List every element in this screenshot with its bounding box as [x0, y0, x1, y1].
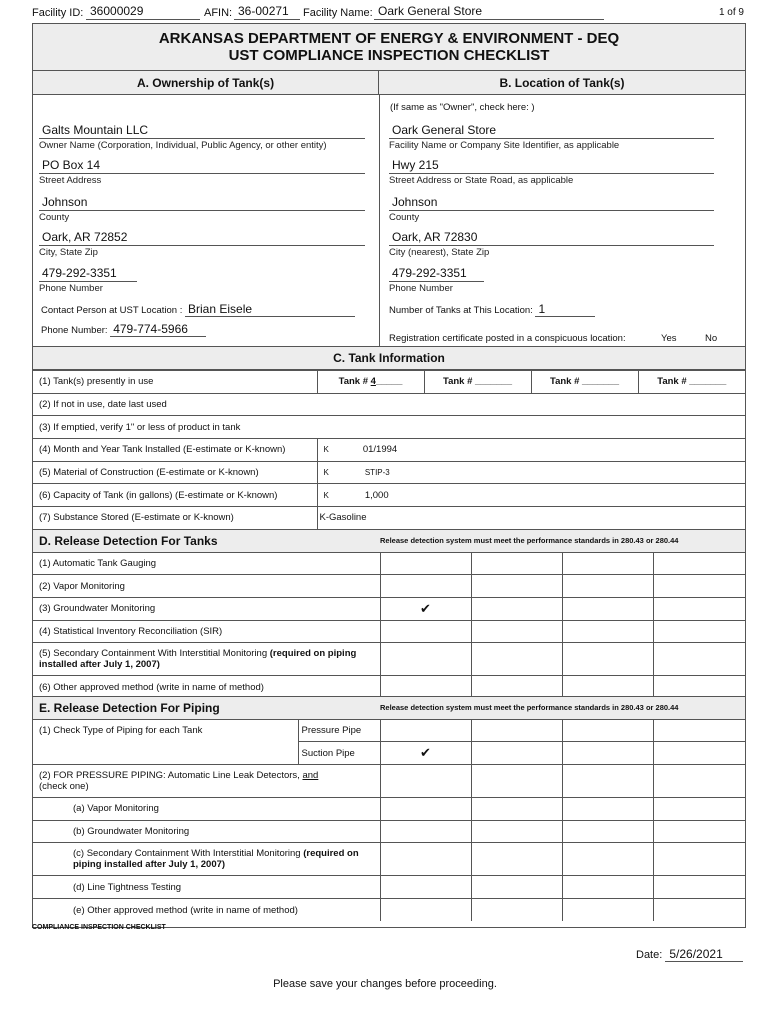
check-cell[interactable] — [562, 843, 653, 876]
row-label: (2) FOR PRESSURE PIPING: Automatic Line Leak Detectors, and (check one) — [33, 765, 380, 798]
section-c-header: C. Tank Information — [33, 346, 745, 370]
location-city-caption: City (nearest), State Zip — [389, 247, 490, 258]
check-mark-icon[interactable]: ✔ — [380, 598, 471, 621]
check-cell[interactable] — [380, 620, 471, 643]
contact-person-field[interactable]: Brian Eisele — [185, 302, 355, 317]
row-label: (7) Substance Stored (E-estimate or K-known) — [33, 507, 317, 530]
check-cell[interactable] — [653, 742, 745, 765]
owner-name-group — [39, 121, 365, 151]
section-divider — [379, 95, 380, 346]
row-label: (6) Capacity of Tank (in gallons) (E-estimate or K-known) — [33, 484, 317, 507]
location-name-caption: Facility Name or Company Site Identifier, as applicable — [389, 140, 620, 151]
date-field[interactable]: 5/26/2021 — [665, 947, 743, 962]
location-name-group — [389, 121, 714, 151]
check-cell[interactable] — [380, 575, 471, 598]
check-cell[interactable] — [471, 820, 562, 843]
section-e-title: E. Release Detection For Piping — [33, 697, 380, 720]
check-cell[interactable] — [653, 876, 745, 899]
check-cell[interactable] — [471, 643, 562, 676]
row-label: (a) Vapor Monitoring — [33, 798, 380, 821]
check-cell[interactable] — [562, 820, 653, 843]
section-e-note: Release detection system must meet the performance standards in 280.43 or 280.44 — [380, 697, 745, 720]
table-row — [33, 439, 745, 462]
check-cell[interactable] — [562, 552, 653, 575]
table-row — [33, 598, 745, 621]
table-row — [33, 484, 745, 507]
location-city-field[interactable]: Oark, AR 72830 — [389, 228, 714, 246]
table-row — [33, 765, 745, 798]
check-cell[interactable] — [471, 719, 562, 742]
table-row — [33, 620, 745, 643]
check-cell[interactable] — [380, 899, 471, 922]
row-label: (5) Material of Construction (E-estimate or K-known) — [33, 461, 317, 484]
check-cell[interactable] — [471, 598, 562, 621]
table-row — [33, 843, 745, 876]
row-label: (c) Secondary Containment With Interstitial Monitoring (required on piping installed after July 1, 2007) — [33, 843, 380, 876]
facility-id-field[interactable]: 36000029 — [86, 4, 200, 20]
row-label: (5) Secondary Containment With Interstitial Monitoring (required on piping installed after July 1, 2007) — [33, 643, 380, 676]
table-row — [33, 643, 745, 676]
substance-cell[interactable]: K-Gasoline — [317, 507, 745, 530]
owner-city-caption: City, State Zip — [39, 247, 98, 258]
check-cell[interactable] — [653, 843, 745, 876]
contact-person-row — [41, 302, 355, 317]
check-cell[interactable] — [562, 643, 653, 676]
tank-2-header[interactable]: Tank # _______ — [424, 371, 531, 394]
owner-street-field[interactable]: PO Box 14 — [39, 156, 365, 174]
table-row — [33, 876, 745, 899]
check-cell[interactable] — [471, 899, 562, 922]
cert-posted-label: Registration certificate posted in a conspicuous location: — [389, 333, 626, 344]
contact-person-label: Contact Person at UST Location : — [41, 305, 183, 316]
table-row — [33, 899, 745, 922]
contact-phone-field[interactable]: 479-774-5966 — [110, 322, 206, 337]
section-e-header — [33, 697, 745, 720]
table-row — [33, 416, 745, 439]
check-cell[interactable] — [562, 899, 653, 922]
row-label: (4) Statistical Inventory Reconciliation (SIR) — [33, 620, 380, 643]
facility-name-label: Facility Name: — [303, 7, 373, 19]
material-cell[interactable]: K STIP-3 — [317, 461, 745, 484]
contact-phone-row — [41, 322, 206, 337]
tank-4-header[interactable]: Tank # _______ — [638, 371, 745, 394]
row-label: (3) Groundwater Monitoring — [33, 598, 380, 621]
check-cell[interactable] — [653, 575, 745, 598]
num-tanks-field[interactable]: 1 — [535, 302, 595, 317]
row-label: (1) Automatic Tank Gauging — [33, 552, 380, 575]
row-label: (b) Groundwater Monitoring — [33, 820, 380, 843]
location-county-group — [389, 193, 714, 223]
owner-name-caption: Owner Name (Corporation, Individual, Public Agency, or other entity) — [39, 140, 327, 151]
owner-phone-group — [39, 264, 137, 294]
table-row — [33, 371, 745, 394]
row-label: (1) Tank(s) presently in use — [33, 371, 317, 394]
save-message: Please save your changes before proceeding. — [273, 978, 497, 990]
location-street-group — [389, 156, 714, 186]
section-a-header: A. Ownership of Tank(s) — [33, 71, 379, 95]
location-county-caption: County — [389, 212, 420, 223]
form-title-line2: UST COMPLIANCE INSPECTION CHECKLIST — [228, 47, 550, 64]
form-header-bar — [32, 4, 744, 20]
location-name-field[interactable]: Oark General Store — [389, 121, 714, 139]
check-cell[interactable] — [471, 742, 562, 765]
row-label: (6) Other approved method (write in name of method) — [33, 676, 380, 699]
owner-county-caption: County — [39, 212, 70, 223]
installed-value: 01/1994 — [362, 444, 398, 456]
owner-street-caption: Street Address — [39, 175, 102, 186]
check-cell[interactable] — [562, 742, 653, 765]
row-label: (3) If emptied, verify 1" or less of product in tank — [33, 416, 745, 439]
table-row — [33, 575, 745, 598]
tank-1-number[interactable]: 4 — [370, 376, 376, 388]
check-cell[interactable] — [471, 843, 562, 876]
check-cell[interactable] — [380, 643, 471, 676]
table-row — [33, 820, 745, 843]
check-cell[interactable] — [562, 765, 653, 798]
check-cell[interactable] — [653, 765, 745, 798]
check-cell[interactable] — [380, 843, 471, 876]
num-tanks-label: Number of Tanks at This Location: — [389, 305, 533, 316]
row-label: (d) Line Tightness Testing — [33, 876, 380, 899]
owner-street-group — [39, 156, 365, 186]
check-cell[interactable] — [562, 876, 653, 899]
check-mark-icon[interactable]: ✔ — [380, 742, 471, 765]
section-d-title: D. Release Detection For Tanks — [33, 530, 380, 553]
tank-1-header: Tank # 4_____ — [317, 371, 424, 394]
checklist-form — [32, 23, 746, 928]
form-title-line1: ARKANSAS DEPARTMENT OF ENERGY & ENVIRONMENT - DEQ — [158, 30, 620, 47]
check-cell[interactable] — [653, 899, 745, 922]
check-cell[interactable] — [653, 598, 745, 621]
row-label: (e) Other approved method (write in name of method) — [33, 899, 380, 922]
check-cell[interactable] — [471, 765, 562, 798]
check-cell[interactable] — [471, 876, 562, 899]
check-cell[interactable] — [653, 719, 745, 742]
tank-3-header[interactable]: Tank # _______ — [531, 371, 638, 394]
table-row — [33, 461, 745, 484]
check-cell[interactable] — [380, 719, 471, 742]
cert-no-option[interactable]: No — [705, 333, 718, 344]
check-cell[interactable] — [471, 798, 562, 821]
check-cell[interactable] — [562, 620, 653, 643]
owner-county-group — [39, 193, 365, 223]
check-cell[interactable] — [471, 575, 562, 598]
form-title — [33, 24, 745, 71]
cert-yes-option[interactable]: Yes — [661, 333, 677, 344]
cert-posted-row — [389, 333, 745, 344]
material-value: STIP-3 — [364, 468, 390, 478]
facility-id-label: Facility ID: — [32, 7, 84, 19]
row-label: (1) Check Type of Piping for each Tank — [33, 719, 298, 764]
check-cell[interactable] — [653, 820, 745, 843]
table-row — [33, 393, 745, 416]
afin-label: AFIN: — [204, 7, 233, 19]
check-cell[interactable] — [471, 620, 562, 643]
owner-phone-caption: Phone Number — [39, 283, 103, 294]
owner-city-field[interactable]: Oark, AR 72852 — [39, 228, 365, 246]
contact-phone-label: Phone Number: — [41, 325, 108, 336]
check-cell[interactable] — [380, 798, 471, 821]
check-cell[interactable] — [471, 552, 562, 575]
location-phone-group — [389, 264, 484, 294]
capacity-cell[interactable]: K 1,000 — [317, 484, 745, 507]
same-as-owner-note[interactable]: (If same as "Owner", check here: ) — [390, 102, 535, 113]
owner-phone-field[interactable]: 479-292-3351 — [39, 264, 137, 282]
afin-field[interactable]: 36-00271 — [234, 4, 300, 20]
table-row — [33, 798, 745, 821]
owner-name-field[interactable]: Galts Mountain LLC — [39, 121, 365, 139]
page-indicator: 1 of 9 — [718, 7, 744, 18]
row-label: (2) Vapor Monitoring — [33, 575, 380, 598]
table-row — [33, 507, 745, 530]
footer-footnote: COMPLIANCE INSPECTION CHECKLIST — [32, 924, 166, 931]
check-cell[interactable] — [653, 798, 745, 821]
tank-info-table — [33, 370, 745, 530]
location-city-group — [389, 228, 714, 258]
location-street-caption: Street Address or State Road, as applicable — [389, 175, 574, 186]
tank-release-detection-table — [33, 529, 745, 699]
location-county-field[interactable]: Johnson — [389, 193, 714, 211]
date-label: Date: — [636, 949, 663, 961]
num-tanks-row — [389, 302, 595, 317]
check-cell[interactable] — [562, 719, 653, 742]
section-b-header: B. Location of Tank(s) — [379, 71, 745, 95]
capacity-value: 1,000 — [364, 489, 389, 501]
suction-pipe-label: Suction Pipe — [298, 742, 380, 765]
check-cell[interactable] — [653, 643, 745, 676]
location-phone-field[interactable]: 479-292-3351 — [389, 264, 484, 282]
check-cell[interactable] — [562, 798, 653, 821]
row-label: (4) Month and Year Tank Installed (E-estimate or K-known) — [33, 439, 317, 462]
location-street-field[interactable]: Hwy 215 — [389, 156, 714, 174]
check-cell[interactable] — [562, 575, 653, 598]
check-cell[interactable] — [380, 876, 471, 899]
location-phone-caption: Phone Number — [389, 283, 453, 294]
check-cell[interactable] — [653, 620, 745, 643]
row-label: (2) If not in use, date last used — [33, 393, 745, 416]
owner-city-group — [39, 228, 365, 258]
facility-name-field[interactable]: Oark General Store — [374, 4, 604, 20]
check-cell[interactable] — [380, 820, 471, 843]
table-row — [33, 719, 745, 742]
check-cell[interactable] — [653, 552, 745, 575]
owner-county-field[interactable]: Johnson — [39, 193, 365, 211]
piping-release-detection-table — [33, 696, 745, 921]
check-cell[interactable] — [562, 598, 653, 621]
date-row — [636, 947, 743, 962]
table-row — [33, 552, 745, 575]
section-d-header — [33, 530, 745, 553]
check-cell[interactable] — [380, 765, 471, 798]
section-d-note: Release detection system must meet the performance standards in 280.43 or 280.44 — [380, 530, 745, 553]
pressure-pipe-label: Pressure Pipe — [298, 719, 380, 742]
installed-cell[interactable]: K 01/1994 — [317, 439, 745, 462]
check-cell[interactable] — [380, 552, 471, 575]
